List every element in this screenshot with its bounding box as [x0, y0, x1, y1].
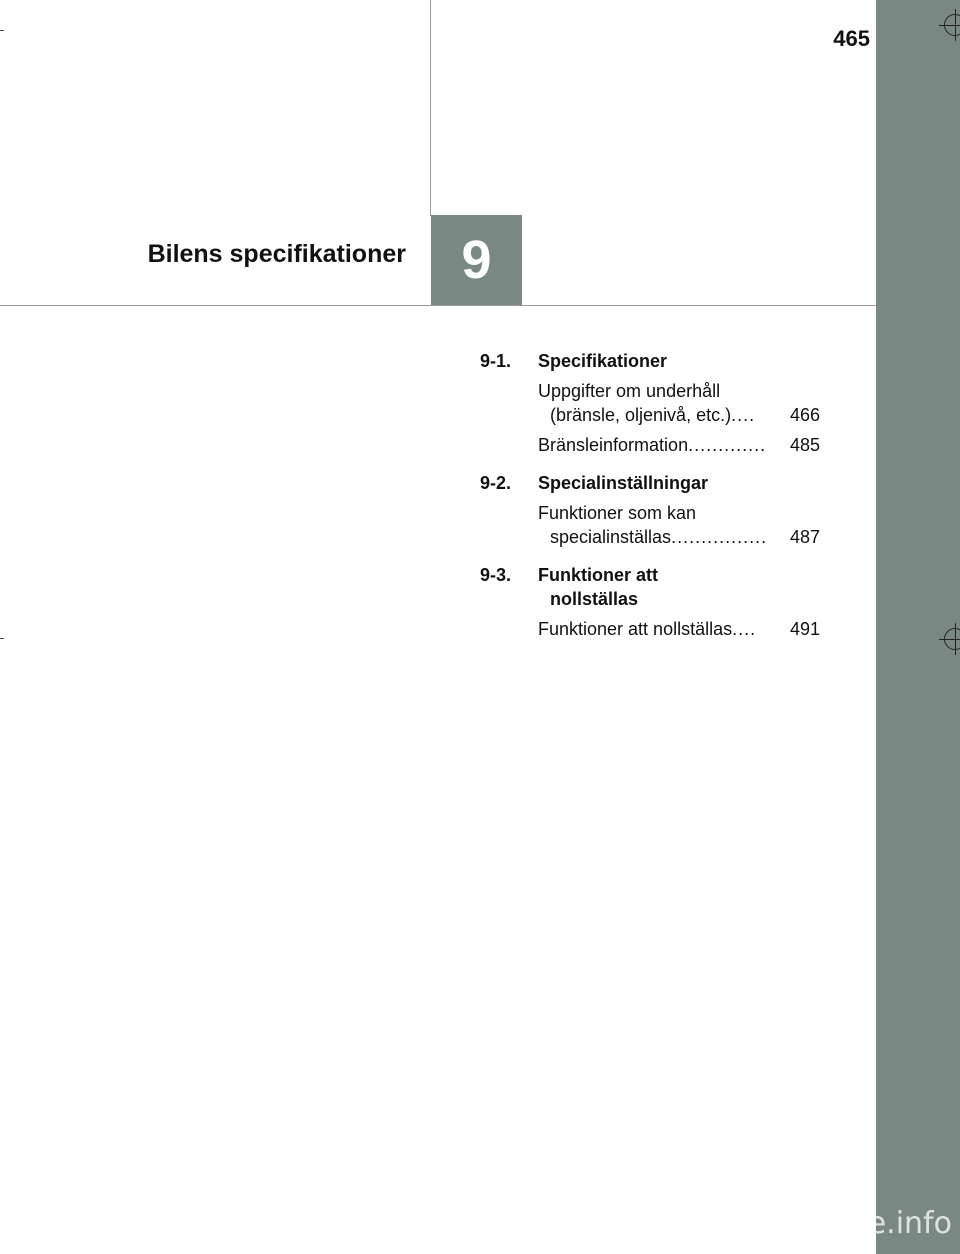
table-of-contents [480, 349, 820, 645]
toc-entry-page: 491 [789, 619, 820, 639]
chapter-side-tab [876, 0, 960, 1254]
registration-mark-icon [944, 14, 960, 36]
chapter-number-box: 9 [431, 215, 522, 305]
toc-entry[interactable] [538, 379, 820, 427]
toc-entry-leader: .... [731, 405, 756, 425]
toc-section-number: 9-2. [480, 473, 512, 493]
horizontal-rule [0, 305, 876, 306]
toc-entry-text: (bränsle, oljenivå, etc.) [550, 405, 732, 425]
page-number: 465 [833, 26, 870, 51]
vertical-rule [430, 0, 431, 216]
toc-entry-leader: ................ [671, 527, 768, 547]
chapter-title: Bilens specifikationer [147, 240, 406, 268]
toc-entry[interactable] [538, 501, 820, 549]
toc-entry-page: 485 [789, 435, 820, 455]
registration-mark-icon [944, 628, 960, 650]
toc-entry-line: Uppgifter om underhåll [538, 381, 721, 401]
toc-section [480, 471, 820, 549]
toc-entry-line: Funktioner som kan [538, 503, 697, 523]
toc-entry-text: specialinställas [550, 527, 672, 547]
toc-entry-page: 466 [789, 405, 820, 425]
toc-section-title: Specifikationer [538, 351, 668, 371]
toc-section [480, 563, 820, 641]
toc-entry-leader: ............. [688, 435, 767, 455]
toc-section-number: 9-1. [480, 351, 512, 371]
toc-entry-text: Bränsleinformation [538, 435, 689, 455]
toc-entry[interactable] [538, 617, 820, 641]
watermark: carmanualsonline.info [620, 1206, 952, 1241]
toc-entry[interactable] [538, 433, 820, 457]
toc-section [480, 349, 820, 457]
toc-entry-leader: .... [732, 619, 757, 639]
toc-section-number: 9-3. [480, 565, 512, 585]
toc-entry-text: Funktioner att nollställas [538, 619, 733, 639]
crop-mark [0, 638, 4, 639]
toc-entry-page: 487 [789, 527, 820, 547]
crop-mark [0, 30, 4, 31]
toc-section-title: Funktioner att [538, 565, 658, 585]
toc-section-title-cont: nollställas [550, 589, 639, 609]
toc-section-title: Specialinställningar [538, 473, 709, 493]
